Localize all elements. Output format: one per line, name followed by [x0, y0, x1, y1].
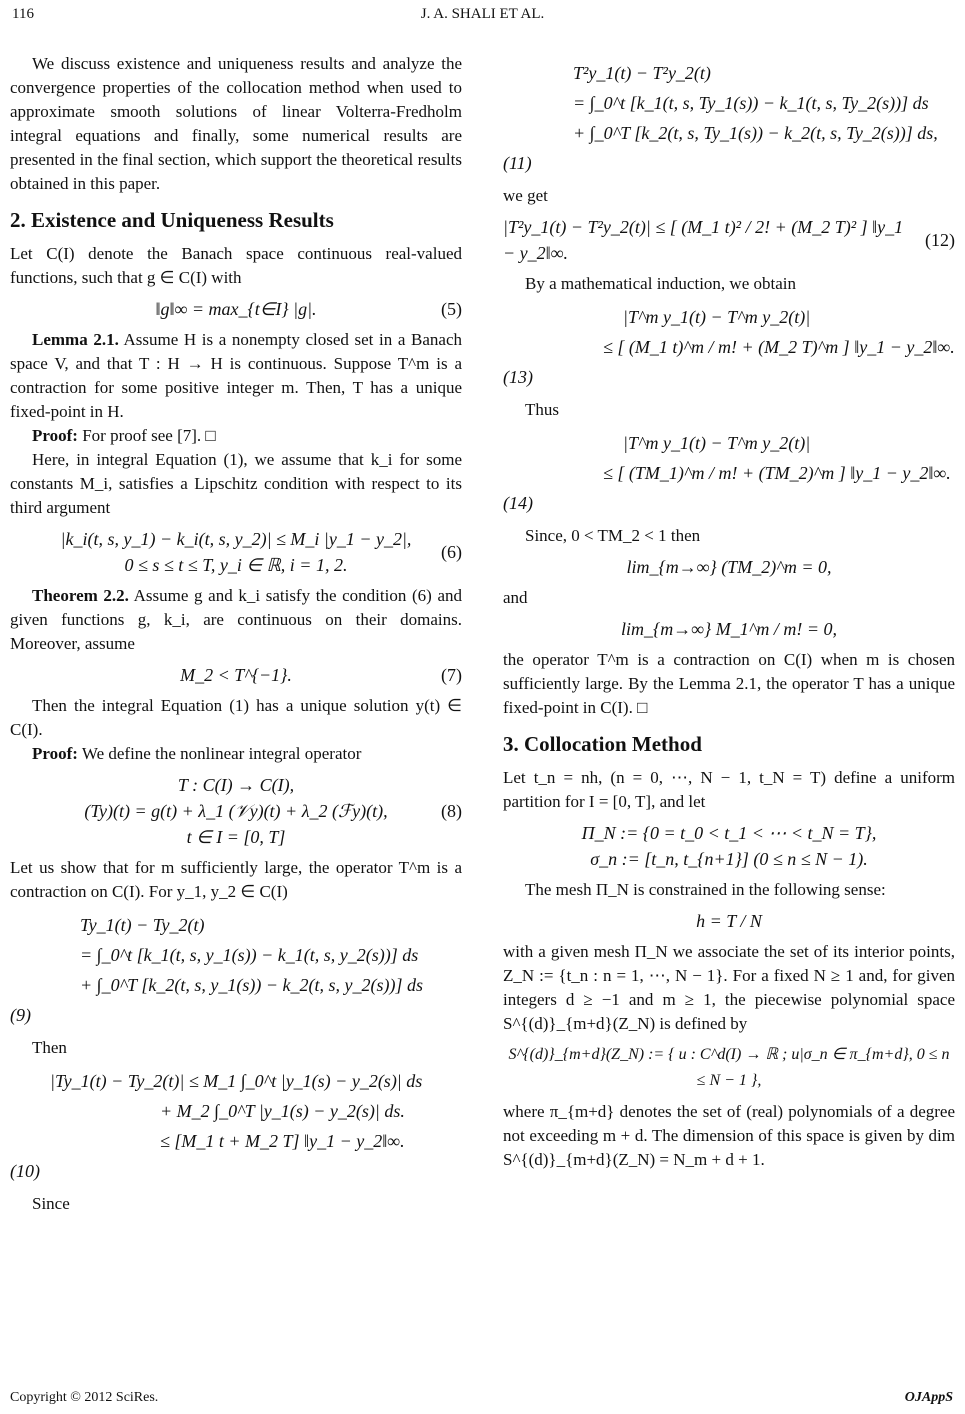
proof-2-label: Proof:	[32, 744, 78, 763]
equation-7-body: M_2 < T^{−1}.	[180, 665, 292, 685]
running-authors: J. A. SHALI ET AL.	[420, 6, 545, 22]
equation-9-line-3: + ∫_0^T [k_2(t, s, y_1(s)) − k_2(t, s, y_2(s))] ds	[80, 975, 423, 995]
mesh-definition	[503, 820, 955, 872]
equation-9-line-1: Ty_1(t) − Ty_2(t)	[80, 915, 205, 935]
lemma-2-1	[10, 328, 462, 424]
equation-14-line-2: ≤ [ (TM_1)^m / m! + (TM_2)^m ] ‖y_1 − y_2‖∞.	[603, 463, 951, 483]
contraction-paragraph: Let us show that for m sufficiently large, the operator T^m is a contraction on C(I). For y_1, y_2 ∈ C(I)	[10, 858, 462, 901]
equation-13-number: (13)	[503, 367, 533, 387]
banach-space-paragraph: Let C(I) denote the Banach space continuous real-valued functions, such that g ∈ C(I) with	[10, 244, 462, 287]
induction-paragraph: By a mathematical induction, we obtain	[525, 274, 796, 293]
equation-11-line-1: T²y_1(t) − T²y_2(t)	[573, 63, 711, 83]
theorem-2-2	[10, 584, 462, 656]
section-2-title: 2. Existence and Uniqueness Results	[10, 208, 334, 232]
equation-11-line-3: + ∫_0^T [k_2(t, s, Ty_1(s)) − k_2(t, s, Ty_2(s))] ds,	[573, 123, 938, 143]
operator-paragraph: the operator T^m is a contraction on C(I) when m is chosen sufficiently large. By the Lemma 2.1, the operator T has a unique fixed-point in C(I). □	[503, 650, 955, 717]
since-condition: Since, 0 < TM_2 < 1 then	[525, 526, 701, 545]
theorem-label: Theorem 2.2.	[32, 586, 129, 605]
limit-2: lim_{m→∞} M_1^m / m! = 0,	[621, 619, 837, 639]
equation-8-line-2: (Ty)(t) = g(t) + λ_1 (𝒱y)(t) + λ_2 (ℱy)(t),	[84, 801, 388, 821]
interior-points-paragraph: with a given mesh Π_N we associate the set of its interior points, Z_N := {t_n : n = 1, ⋯, N − 1}. For a fixed N ≥ 1 and, for given integers d ≥ −1 and m ≥ 1, the piecewise polynomial space S^{(d)}_{m+d}(Z_N) is defined by	[503, 942, 955, 1033]
then-label: Then	[32, 1038, 67, 1057]
equation-13-line-2: ≤ [ (M_1 t)^m / m! + (M_2 T)^m ] ‖y_1 − y_2‖∞.	[603, 337, 955, 357]
equation-5-body: ‖g‖∞ = max_{t∈I} |g|.	[155, 299, 317, 319]
lipschitz-paragraph: Here, in integral Equation (1), we assume that k_i for some constants M_i, satisfies a Lipschitz condition with respect to its third argument	[10, 450, 462, 517]
equation-6-line-2: 0 ≤ s ≤ t ≤ T, y_i ∈ ℝ, i = 1, 2.	[124, 555, 348, 575]
proof-1-text: For proof see [7]. □	[77, 426, 216, 445]
right-column	[503, 52, 955, 1172]
equation-7	[10, 662, 462, 688]
equation-14-number: (14)	[503, 493, 533, 513]
partition-paragraph: Let t_n = nh, (n = 0, ⋯, N − 1, t_N = T) define a uniform partition for I = [0, T], and let	[503, 768, 955, 811]
equation-12	[503, 214, 955, 266]
thus-label: Thus	[525, 400, 559, 419]
we-get-label: we get	[503, 186, 548, 205]
journal-name: OJAppS	[904, 1390, 953, 1405]
proof-1	[10, 424, 462, 448]
equation-13-line-1: |T^m y_1(t) − T^m y_2(t)|	[623, 307, 811, 327]
section-3-title: 3. Collocation Method	[503, 732, 702, 756]
theorem-conclusion: Then the integral Equation (1) has a unique solution y(t) ∈ C(I).	[10, 696, 462, 739]
equation-11	[503, 58, 955, 178]
h-equation: h = T / N	[696, 911, 762, 931]
since-label: Since	[32, 1194, 70, 1213]
equation-12-body: |T²y_1(t) − T²y_2(t)| ≤ [ (M_1 t)² / 2! + (M_2 T)² ] ‖y_1 − y_2‖∞.	[503, 217, 904, 263]
proof-2	[10, 742, 462, 766]
proof-2-text: We define the nonlinear integral operator	[77, 744, 362, 763]
theorem-text: Assume g and k_i satisfy the condition (6) and given functions g, k_i, are continuous on their domains. Moreover, assume	[10, 586, 462, 653]
equation-13	[503, 302, 955, 392]
equation-9-line-2: = ∫_0^t [k_1(t, s, y_1(s)) − k_1(t, s, y_2(s))] ds	[80, 945, 419, 965]
equation-10-line-1: |Ty_1(t) − Ty_2(t)| ≤ M_1 ∫_0^t |y_1(s) − y_2(s)| ds	[50, 1071, 423, 1091]
equation-14	[503, 428, 955, 518]
space-definition: S^{(d)}_{m+d}(Z_N) := { u : C^d(I) → ℝ ; u|σ_n ∈ π_{m+d}, 0 ≤ n ≤ N − 1 },	[508, 1046, 950, 1089]
equation-5-number: (5)	[441, 299, 462, 319]
equation-9-number: (9)	[10, 1005, 31, 1025]
equation-5	[10, 296, 462, 322]
left-column	[10, 52, 462, 1216]
equation-10-line-2: + M_2 ∫_0^T |y_1(s) − y_2(s)| ds.	[160, 1101, 405, 1121]
equation-6-line-1: |k_i(t, s, y_1) − k_i(t, s, y_2)| ≤ M_i |y_1 − y_2|,	[60, 529, 412, 549]
equation-8-line-1: T : C(I) → C(I),	[177, 775, 295, 795]
equation-7-number: (7)	[441, 665, 462, 685]
equation-8-number: (8)	[441, 801, 462, 821]
equation-11-line-2: = ∫_0^t [k_1(t, s, Ty_1(s)) − k_1(t, s, Ty_2(s))] ds	[573, 93, 929, 113]
equation-10	[10, 1066, 462, 1186]
equation-9	[10, 910, 462, 1030]
running-header	[0, 6, 965, 28]
limit-1: lim_{m→∞} (TM_2)^m = 0,	[626, 557, 832, 577]
mesh-line-1: Π_N := {0 = t_0 < t_1 < ⋯ < t_N = T},	[581, 823, 877, 843]
equation-8	[10, 772, 462, 850]
equation-14-line-1: |T^m y_1(t) − T^m y_2(t)|	[623, 433, 811, 453]
equation-10-line-3: ≤ [M_1 t + M_2 T] ‖y_1 − y_2‖∞.	[160, 1131, 405, 1151]
and-label: and	[503, 588, 528, 607]
proof-1-label: Proof:	[32, 426, 78, 445]
equation-11-number: (11)	[503, 153, 532, 173]
mesh-line-2: σ_n := [t_n, t_{n+1}] (0 ≤ n ≤ N − 1).	[590, 849, 868, 869]
intro-paragraph: We discuss existence and uniqueness results and analyze the convergence properties of the collocation method when used to approximate smooth solutions of linear Volterra-Fredholm integral equations and finally, some numerical results are presented in the final section, which support the theoretical results obtained in this paper.	[10, 54, 462, 193]
page-number: 116	[12, 6, 34, 22]
where-paragraph: where π_{m+d} denotes the set of (real) polynomials of a degree not exceeding m + d. The dimension of this space is given by dim S^{(d)}_{m+d}(Z_N) = N_m + d + 1.	[503, 1102, 955, 1169]
mesh-constraint: The mesh Π_N is constrained in the following sense:	[525, 880, 886, 899]
copyright: Copyright © 2012 SciRes.	[10, 1390, 159, 1405]
equation-10-number: (10)	[10, 1161, 40, 1181]
equation-8-line-3: t ∈ I = [0, T]	[186, 827, 286, 847]
lemma-label: Lemma 2.1.	[32, 330, 119, 349]
lemma-text: Assume H is a nonempty closed set in a Banach space V, and that T : H → H is continuous. Suppose T^m is a contraction for some positive integer m. Then, T has a unique fixed-point in H.	[10, 330, 462, 421]
equation-6-number: (6)	[441, 542, 462, 562]
equation-6	[10, 526, 462, 578]
equation-12-number: (12)	[925, 230, 955, 250]
